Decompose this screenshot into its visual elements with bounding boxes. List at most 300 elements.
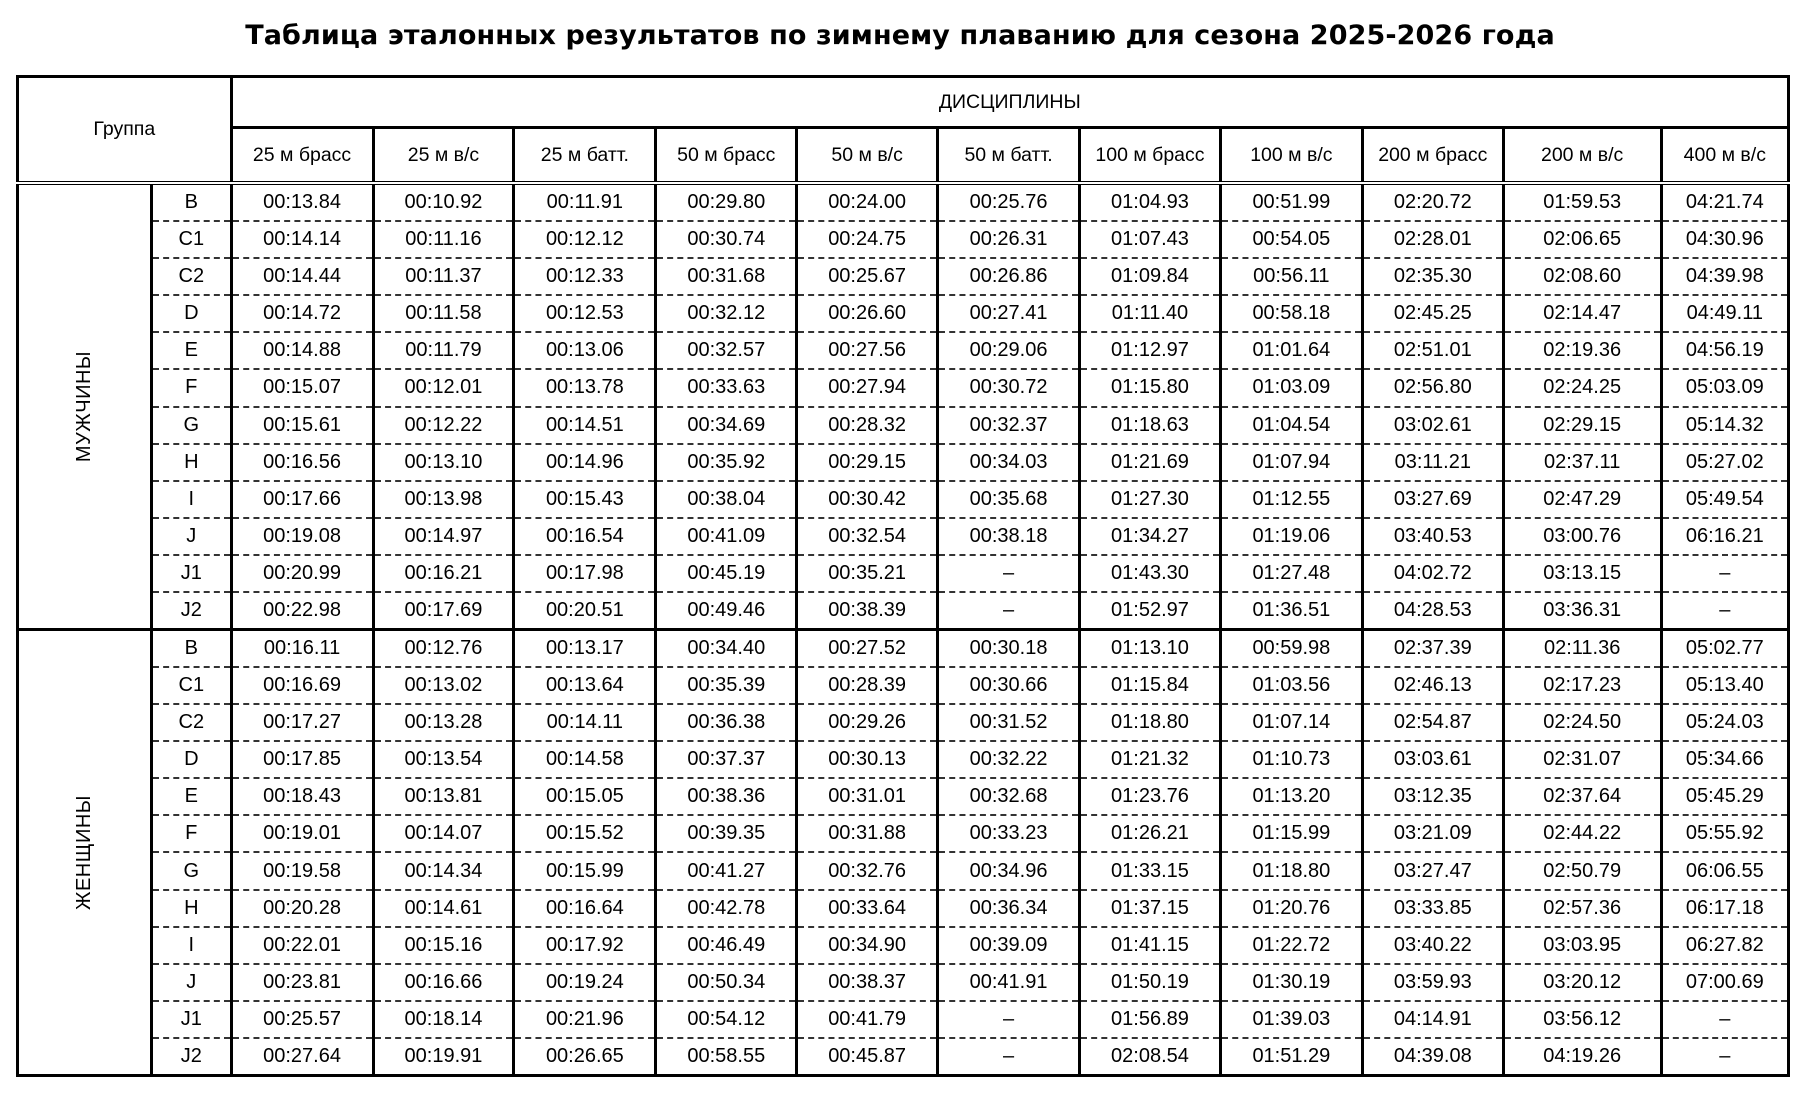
table-row: [18, 183, 1789, 221]
time-cell: 05:24.03: [1661, 704, 1788, 741]
time-cell: 01:56.89: [1080, 1001, 1221, 1038]
time-cell: 00:27.52: [797, 629, 938, 667]
time-cell: 00:34.40: [656, 629, 797, 667]
time-cell: 00:12.76: [373, 629, 514, 667]
time-cell: 01:07.43: [1080, 221, 1221, 258]
time-cell: 00:19.58: [231, 852, 373, 889]
time-cell: 04:19.26: [1503, 1038, 1661, 1076]
time-cell: 01:26.21: [1080, 815, 1221, 852]
time-cell: –: [938, 592, 1080, 630]
time-cell: 02:19.36: [1503, 332, 1661, 369]
time-cell: 00:29.06: [938, 332, 1080, 369]
time-cell: 00:13.81: [373, 778, 514, 815]
time-cell: 05:14.32: [1661, 407, 1788, 444]
time-cell: 02:50.79: [1503, 852, 1661, 889]
time-cell: 00:15.52: [514, 815, 656, 852]
table-row: [18, 704, 1789, 741]
table-row: [18, 1038, 1789, 1076]
time-cell: 03:13.15: [1503, 555, 1661, 592]
time-cell: 00:12.12: [514, 221, 656, 258]
time-cell: 00:27.41: [938, 295, 1080, 332]
disciplines-row: [18, 128, 1789, 184]
group-cell: G: [152, 407, 232, 444]
time-cell: 00:14.96: [514, 444, 656, 481]
time-cell: 00:12.33: [514, 258, 656, 295]
time-cell: 00:30.42: [797, 481, 938, 518]
time-cell: 00:32.68: [938, 778, 1080, 815]
group-cell: I: [152, 481, 232, 518]
group-cell: H: [152, 444, 232, 481]
time-cell: 04:56.19: [1661, 332, 1788, 369]
time-cell: 00:33.23: [938, 815, 1080, 852]
time-cell: –: [1661, 555, 1788, 592]
disciplines-header: ДИСЦИПЛИНЫ: [231, 77, 1788, 128]
table-row: [18, 332, 1789, 369]
time-cell: 01:13.10: [1080, 629, 1221, 667]
time-cell: 00:17.66: [231, 481, 373, 518]
time-cell: 02:28.01: [1362, 221, 1503, 258]
time-cell: 00:18.43: [231, 778, 373, 815]
time-cell: 00:34.96: [938, 852, 1080, 889]
time-cell: 00:13.28: [373, 704, 514, 741]
time-cell: 00:37.37: [656, 741, 797, 778]
time-cell: 00:31.52: [938, 704, 1080, 741]
time-cell: 03:27.69: [1362, 481, 1503, 518]
time-cell: 00:59.98: [1220, 629, 1362, 667]
table-row: [18, 407, 1789, 444]
time-cell: 00:35.92: [656, 444, 797, 481]
time-cell: 00:19.01: [231, 815, 373, 852]
time-cell: 00:56.11: [1220, 258, 1362, 295]
time-cell: –: [938, 1038, 1080, 1076]
time-cell: 01:59.53: [1503, 183, 1661, 221]
time-cell: 01:11.40: [1080, 295, 1221, 332]
time-cell: 00:50.34: [656, 964, 797, 1001]
discipline-header: 100 м в/с: [1220, 128, 1362, 184]
time-cell: 00:21.96: [514, 1001, 656, 1038]
time-cell: 02:20.72: [1362, 183, 1503, 221]
time-cell: 00:15.07: [231, 369, 373, 406]
time-cell: 00:14.61: [373, 890, 514, 927]
time-cell: 05:49.54: [1661, 481, 1788, 518]
table-row: [18, 778, 1789, 815]
time-cell: 00:13.64: [514, 667, 656, 704]
time-cell: 00:13.98: [373, 481, 514, 518]
time-cell: 00:34.03: [938, 444, 1080, 481]
time-cell: 01:15.84: [1080, 667, 1221, 704]
time-cell: 00:33.64: [797, 890, 938, 927]
discipline-header: 50 м батт.: [938, 128, 1080, 184]
time-cell: 00:11.79: [373, 332, 514, 369]
time-cell: 02:47.29: [1503, 481, 1661, 518]
time-cell: 00:28.32: [797, 407, 938, 444]
time-cell: 02:44.22: [1503, 815, 1661, 852]
time-cell: 00:13.10: [373, 444, 514, 481]
time-cell: 00:38.37: [797, 964, 938, 1001]
time-cell: 02:14.47: [1503, 295, 1661, 332]
time-cell: 00:32.54: [797, 518, 938, 555]
group-cell: E: [152, 778, 232, 815]
time-cell: 01:43.30: [1080, 555, 1221, 592]
time-cell: 00:32.37: [938, 407, 1080, 444]
table-row: [18, 815, 1789, 852]
time-cell: 00:14.97: [373, 518, 514, 555]
time-cell: 00:15.43: [514, 481, 656, 518]
time-cell: 00:16.66: [373, 964, 514, 1001]
group-cell: J2: [152, 1038, 232, 1076]
time-cell: 03:11.21: [1362, 444, 1503, 481]
group-cell: F: [152, 369, 232, 406]
time-cell: 02:37.64: [1503, 778, 1661, 815]
time-cell: 02:24.25: [1503, 369, 1661, 406]
time-cell: 00:42.78: [656, 890, 797, 927]
time-cell: 03:36.31: [1503, 592, 1661, 630]
time-cell: 00:45.19: [656, 555, 797, 592]
group-cell: I: [152, 927, 232, 964]
time-cell: 04:14.91: [1362, 1001, 1503, 1038]
time-cell: 00:32.12: [656, 295, 797, 332]
time-cell: 00:23.81: [231, 964, 373, 1001]
time-cell: 00:33.63: [656, 369, 797, 406]
time-cell: 00:16.69: [231, 667, 373, 704]
group-cell: D: [152, 295, 232, 332]
time-cell: 00:31.01: [797, 778, 938, 815]
time-cell: 00:12.01: [373, 369, 514, 406]
time-cell: 05:03.09: [1661, 369, 1788, 406]
time-cell: 02:45.25: [1362, 295, 1503, 332]
group-cell: G: [152, 852, 232, 889]
time-cell: 00:25.67: [797, 258, 938, 295]
time-cell: 00:18.14: [373, 1001, 514, 1038]
group-cell: C2: [152, 258, 232, 295]
time-cell: 02:06.65: [1503, 221, 1661, 258]
group-cell: C2: [152, 704, 232, 741]
table-row: [18, 927, 1789, 964]
time-cell: 01:37.15: [1080, 890, 1221, 927]
time-cell: 00:24.75: [797, 221, 938, 258]
time-cell: 00:38.18: [938, 518, 1080, 555]
time-cell: 00:41.27: [656, 852, 797, 889]
time-cell: 00:15.16: [373, 927, 514, 964]
time-cell: 00:26.31: [938, 221, 1080, 258]
time-cell: 00:16.11: [231, 629, 373, 667]
table-row: [18, 295, 1789, 332]
time-cell: 01:18.63: [1080, 407, 1221, 444]
table-row: [18, 667, 1789, 704]
time-cell: 00:14.88: [231, 332, 373, 369]
results-table: [16, 75, 1790, 1077]
time-cell: 02:11.36: [1503, 629, 1661, 667]
time-cell: 01:04.54: [1220, 407, 1362, 444]
time-cell: 01:18.80: [1220, 852, 1362, 889]
group-cell: C1: [152, 221, 232, 258]
time-cell: 00:14.11: [514, 704, 656, 741]
time-cell: 00:15.99: [514, 852, 656, 889]
time-cell: 00:13.06: [514, 332, 656, 369]
group-cell: D: [152, 741, 232, 778]
time-cell: 01:19.06: [1220, 518, 1362, 555]
gender-label-text: МУЖЧИНЫ: [73, 350, 96, 463]
time-cell: –: [938, 555, 1080, 592]
time-cell: 00:38.39: [797, 592, 938, 630]
time-cell: 00:30.72: [938, 369, 1080, 406]
time-cell: 01:07.14: [1220, 704, 1362, 741]
table-row: [18, 890, 1789, 927]
time-cell: 00:17.98: [514, 555, 656, 592]
discipline-header: 50 м брасс: [656, 128, 797, 184]
gender-label-text: ЖЕНЩИНЫ: [73, 794, 96, 910]
time-cell: 00:11.16: [373, 221, 514, 258]
table-row: [18, 555, 1789, 592]
time-cell: 02:57.36: [1503, 890, 1661, 927]
time-cell: 00:29.80: [656, 183, 797, 221]
time-cell: 00:16.21: [373, 555, 514, 592]
time-cell: 02:31.07: [1503, 741, 1661, 778]
time-cell: 00:30.66: [938, 667, 1080, 704]
time-cell: 00:39.09: [938, 927, 1080, 964]
time-cell: 04:49.11: [1661, 295, 1788, 332]
time-cell: 00:11.91: [514, 183, 656, 221]
time-cell: 00:22.98: [231, 592, 373, 630]
discipline-header: 400 м в/с: [1661, 128, 1788, 184]
time-cell: 01:33.15: [1080, 852, 1221, 889]
time-cell: 03:02.61: [1362, 407, 1503, 444]
group-cell: H: [152, 890, 232, 927]
time-cell: 00:45.87: [797, 1038, 938, 1076]
time-cell: 00:32.22: [938, 741, 1080, 778]
time-cell: –: [1661, 1038, 1788, 1076]
time-cell: 00:14.34: [373, 852, 514, 889]
time-cell: 02:37.11: [1503, 444, 1661, 481]
time-cell: 00:29.15: [797, 444, 938, 481]
time-cell: 00:46.49: [656, 927, 797, 964]
time-cell: 00:31.68: [656, 258, 797, 295]
time-cell: 03:27.47: [1362, 852, 1503, 889]
time-cell: 00:27.94: [797, 369, 938, 406]
time-cell: 02:17.23: [1503, 667, 1661, 704]
time-cell: 01:07.94: [1220, 444, 1362, 481]
time-cell: 00:13.54: [373, 741, 514, 778]
time-cell: 01:30.19: [1220, 964, 1362, 1001]
time-cell: 00:15.05: [514, 778, 656, 815]
time-cell: 00:19.24: [514, 964, 656, 1001]
time-cell: 00:17.92: [514, 927, 656, 964]
time-cell: 02:46.13: [1362, 667, 1503, 704]
time-cell: 01:34.27: [1080, 518, 1221, 555]
table-row: [18, 964, 1789, 1001]
time-cell: 00:38.36: [656, 778, 797, 815]
time-cell: 00:17.27: [231, 704, 373, 741]
time-cell: 03:40.53: [1362, 518, 1503, 555]
time-cell: 00:25.76: [938, 183, 1080, 221]
time-cell: 00:26.60: [797, 295, 938, 332]
time-cell: 00:12.22: [373, 407, 514, 444]
time-cell: 01:18.80: [1080, 704, 1221, 741]
time-cell: 00:30.74: [656, 221, 797, 258]
time-cell: 00:15.61: [231, 407, 373, 444]
time-cell: 00:22.01: [231, 927, 373, 964]
time-cell: 00:39.35: [656, 815, 797, 852]
time-cell: 01:13.20: [1220, 778, 1362, 815]
time-cell: 02:56.80: [1362, 369, 1503, 406]
time-cell: 00:54.05: [1220, 221, 1362, 258]
time-cell: 03:00.76: [1503, 518, 1661, 555]
time-cell: 01:04.93: [1080, 183, 1221, 221]
table-row: [18, 741, 1789, 778]
time-cell: 00:27.64: [231, 1038, 373, 1076]
time-cell: 01:22.72: [1220, 927, 1362, 964]
time-cell: 05:55.92: [1661, 815, 1788, 852]
time-cell: 00:41.79: [797, 1001, 938, 1038]
time-cell: 03:40.22: [1362, 927, 1503, 964]
time-cell: 00:41.09: [656, 518, 797, 555]
time-cell: 02:54.87: [1362, 704, 1503, 741]
time-cell: 00:35.39: [656, 667, 797, 704]
time-cell: 02:37.39: [1362, 629, 1503, 667]
table-row: [18, 1001, 1789, 1038]
table-row: [18, 629, 1789, 667]
time-cell: 02:35.30: [1362, 258, 1503, 295]
discipline-header: 50 м в/с: [797, 128, 938, 184]
time-cell: 00:30.13: [797, 741, 938, 778]
time-cell: 03:33.85: [1362, 890, 1503, 927]
time-cell: 00:14.44: [231, 258, 373, 295]
time-cell: 01:15.80: [1080, 369, 1221, 406]
time-cell: 03:59.93: [1362, 964, 1503, 1001]
time-cell: 01:20.76: [1220, 890, 1362, 927]
gender-section-label: [18, 183, 152, 629]
time-cell: 04:28.53: [1362, 592, 1503, 630]
time-cell: 01:09.84: [1080, 258, 1221, 295]
discipline-header: 100 м брасс: [1080, 128, 1221, 184]
time-cell: 00:58.55: [656, 1038, 797, 1076]
time-cell: 00:11.58: [373, 295, 514, 332]
group-header: Группа: [18, 77, 232, 184]
time-cell: 00:20.99: [231, 555, 373, 592]
time-cell: –: [1661, 592, 1788, 630]
table-body: [18, 183, 1789, 1076]
time-cell: 03:03.95: [1503, 927, 1661, 964]
time-cell: 04:39.08: [1362, 1038, 1503, 1076]
table-row: [18, 592, 1789, 630]
table-row: [18, 258, 1789, 295]
group-cell: B: [152, 629, 232, 667]
time-cell: 07:00.69: [1661, 964, 1788, 1001]
time-cell: 02:29.15: [1503, 407, 1661, 444]
group-cell: B: [152, 183, 232, 221]
time-cell: 06:27.82: [1661, 927, 1788, 964]
time-cell: 02:51.01: [1362, 332, 1503, 369]
time-cell: 00:51.99: [1220, 183, 1362, 221]
time-cell: 00:36.38: [656, 704, 797, 741]
time-cell: 00:14.07: [373, 815, 514, 852]
group-cell: J: [152, 518, 232, 555]
table-row: [18, 221, 1789, 258]
time-cell: 00:14.51: [514, 407, 656, 444]
group-cell: J1: [152, 555, 232, 592]
time-cell: 00:30.18: [938, 629, 1080, 667]
time-cell: 01:03.09: [1220, 369, 1362, 406]
time-cell: 03:20.12: [1503, 964, 1661, 1001]
time-cell: 00:34.69: [656, 407, 797, 444]
time-cell: 01:52.97: [1080, 592, 1221, 630]
time-cell: 01:50.19: [1080, 964, 1221, 1001]
time-cell: 00:12.53: [514, 295, 656, 332]
time-cell: 00:35.68: [938, 481, 1080, 518]
time-cell: 04:30.96: [1661, 221, 1788, 258]
time-cell: 01:27.48: [1220, 555, 1362, 592]
group-cell: C1: [152, 667, 232, 704]
time-cell: 00:16.56: [231, 444, 373, 481]
time-cell: 02:08.60: [1503, 258, 1661, 295]
group-cell: F: [152, 815, 232, 852]
time-cell: 03:21.09: [1362, 815, 1503, 852]
time-cell: 04:21.74: [1661, 183, 1788, 221]
time-cell: 03:12.35: [1362, 778, 1503, 815]
time-cell: 01:03.56: [1220, 667, 1362, 704]
time-cell: 02:08.54: [1080, 1038, 1221, 1076]
time-cell: 00:14.14: [231, 221, 373, 258]
time-cell: 00:32.76: [797, 852, 938, 889]
time-cell: 01:12.97: [1080, 332, 1221, 369]
time-cell: 00:13.02: [373, 667, 514, 704]
time-cell: 00:29.26: [797, 704, 938, 741]
time-cell: 01:10.73: [1220, 741, 1362, 778]
time-cell: 01:15.99: [1220, 815, 1362, 852]
time-cell: 01:21.69: [1080, 444, 1221, 481]
time-cell: 01:12.55: [1220, 481, 1362, 518]
time-cell: 04:39.98: [1661, 258, 1788, 295]
time-cell: 00:36.34: [938, 890, 1080, 927]
time-cell: 01:36.51: [1220, 592, 1362, 630]
time-cell: 00:28.39: [797, 667, 938, 704]
page-title: Таблица эталонных результатов по зимнему плаванию для сезона 2025-2026 года: [245, 20, 1555, 51]
time-cell: 01:41.15: [1080, 927, 1221, 964]
table-row: [18, 852, 1789, 889]
time-cell: 00:14.58: [514, 741, 656, 778]
time-cell: 00:31.88: [797, 815, 938, 852]
group-cell: E: [152, 332, 232, 369]
time-cell: 00:35.21: [797, 555, 938, 592]
time-cell: 00:14.72: [231, 295, 373, 332]
time-cell: 00:13.84: [231, 183, 373, 221]
time-cell: 04:02.72: [1362, 555, 1503, 592]
group-cell: J: [152, 964, 232, 1001]
table-row: [18, 444, 1789, 481]
time-cell: 00:34.90: [797, 927, 938, 964]
time-cell: 01:51.29: [1220, 1038, 1362, 1076]
time-cell: 00:17.69: [373, 592, 514, 630]
time-cell: 03:03.61: [1362, 741, 1503, 778]
time-cell: 05:13.40: [1661, 667, 1788, 704]
time-cell: 00:16.54: [514, 518, 656, 555]
time-cell: 06:16.21: [1661, 518, 1788, 555]
time-cell: 00:13.17: [514, 629, 656, 667]
time-cell: 01:39.03: [1220, 1001, 1362, 1038]
time-cell: 00:26.65: [514, 1038, 656, 1076]
time-cell: 03:56.12: [1503, 1001, 1661, 1038]
time-cell: 05:45.29: [1661, 778, 1788, 815]
time-cell: 00:20.28: [231, 890, 373, 927]
time-cell: 00:25.57: [231, 1001, 373, 1038]
discipline-header: 25 м брасс: [231, 128, 373, 184]
group-cell: J1: [152, 1001, 232, 1038]
time-cell: –: [1661, 1001, 1788, 1038]
time-cell: 01:01.64: [1220, 332, 1362, 369]
time-cell: 00:20.51: [514, 592, 656, 630]
discipline-header: 25 м в/с: [373, 128, 514, 184]
discipline-header: 25 м батт.: [514, 128, 656, 184]
